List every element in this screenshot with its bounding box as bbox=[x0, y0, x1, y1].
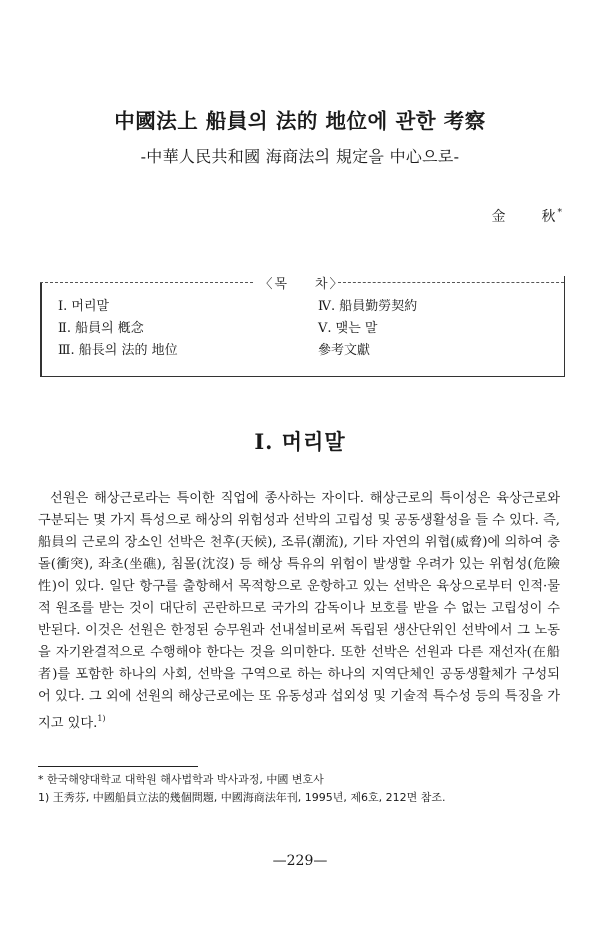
section-heading: Ⅰ. 머리말 bbox=[254, 429, 346, 454]
page-number: —229— bbox=[272, 853, 328, 869]
footnote-item: * 한국해양대학교 대학원 해사법학과 박사과정, 中國 변호사 bbox=[38, 773, 324, 786]
footnote-item: 1) 王秀芬, 中國船員立法的幾個問題, 中國海商法年刊, 1995년, 제6호, 212면 참조. bbox=[38, 791, 446, 804]
paper-title: 中國法上 船員의 法的 地位에 관한 考察 bbox=[114, 109, 486, 133]
author-name-part2: 秋 bbox=[541, 209, 558, 225]
toc-right-column bbox=[318, 296, 417, 362]
toc-heading bbox=[40, 273, 564, 292]
toc-item: Ⅲ. 船長의 法的 地位 bbox=[58, 343, 178, 358]
toc-heading-open: 〈목 bbox=[259, 277, 289, 292]
author-footnote-mark: * bbox=[557, 208, 564, 218]
footnote-ref: 1) bbox=[97, 714, 106, 723]
author-name-part1: 金 bbox=[491, 209, 508, 225]
toc-heading-close: 차〉 bbox=[315, 277, 345, 292]
toc-left-column bbox=[58, 296, 178, 362]
toc-item: Ⅱ. 船員의 槪念 bbox=[58, 321, 144, 336]
toc-item: Ⅰ. 머리말 bbox=[58, 299, 110, 314]
toc-left-border bbox=[40, 282, 42, 376]
paper-subtitle: -中華人民共和國 海商法의 規定을 中心으로- bbox=[140, 147, 460, 166]
toc-item: 參考文獻 bbox=[318, 343, 371, 358]
footnotes bbox=[38, 771, 568, 807]
body-paragraph bbox=[38, 488, 560, 735]
toc-item: Ⅳ. 船員勤勞契約 bbox=[318, 299, 418, 314]
toc-item: Ⅴ. 맺는 말 bbox=[318, 321, 378, 336]
author-line bbox=[492, 206, 565, 226]
table-of-contents bbox=[40, 276, 565, 377]
footnote-divider bbox=[38, 766, 198, 767]
body-paragraph-text: 선원은 해상근로라는 특이한 직업에 종사하는 자이다. 해상근로의 특이성은 육상근로와 구분되는 몇 가지 특성으로 해상의 위험성과 선박의 고립성 및 공동생활성을 들 수 있다. 즉, 船員의 근로의 장소인 선박은 천후(天候), 조류(潮流), 기타 자연의 위협(威脅)에 의하여 충돌(衝突), 좌초(坐礁), 침몰(沈沒) 등 해상 특유의 위험이 발생할 우려가 있는 위험성(危險性)이 있다. 일단 항구를 출항해서 목적항으로 운항하고 있는 선박은 육상으로부터 인적·물적 원조를 받는 것이 대단히 곤란하므로 국가의 감독이나 보호를 받을 수 없는 고립성이 수반된다. 이것은 선원은 한정된 승무원과 선내설비로써 독립된 생산단위인 선박에서 그 노동을 자기완결적으로 수행해야 한다는 것을 의미한다. 또한 선박은 선원과 다른 재선자(在船者)를 포함한 하나의 사회, 선박을 구역으로 하는 하나의 지역단체인 공동생활체가 구성되어 있다. 그 외에 선원의 해상근로에는 또 유동성과 섭외성 및 기술적 특수성 등의 특징을 가지고 있다. bbox=[38, 491, 560, 731]
